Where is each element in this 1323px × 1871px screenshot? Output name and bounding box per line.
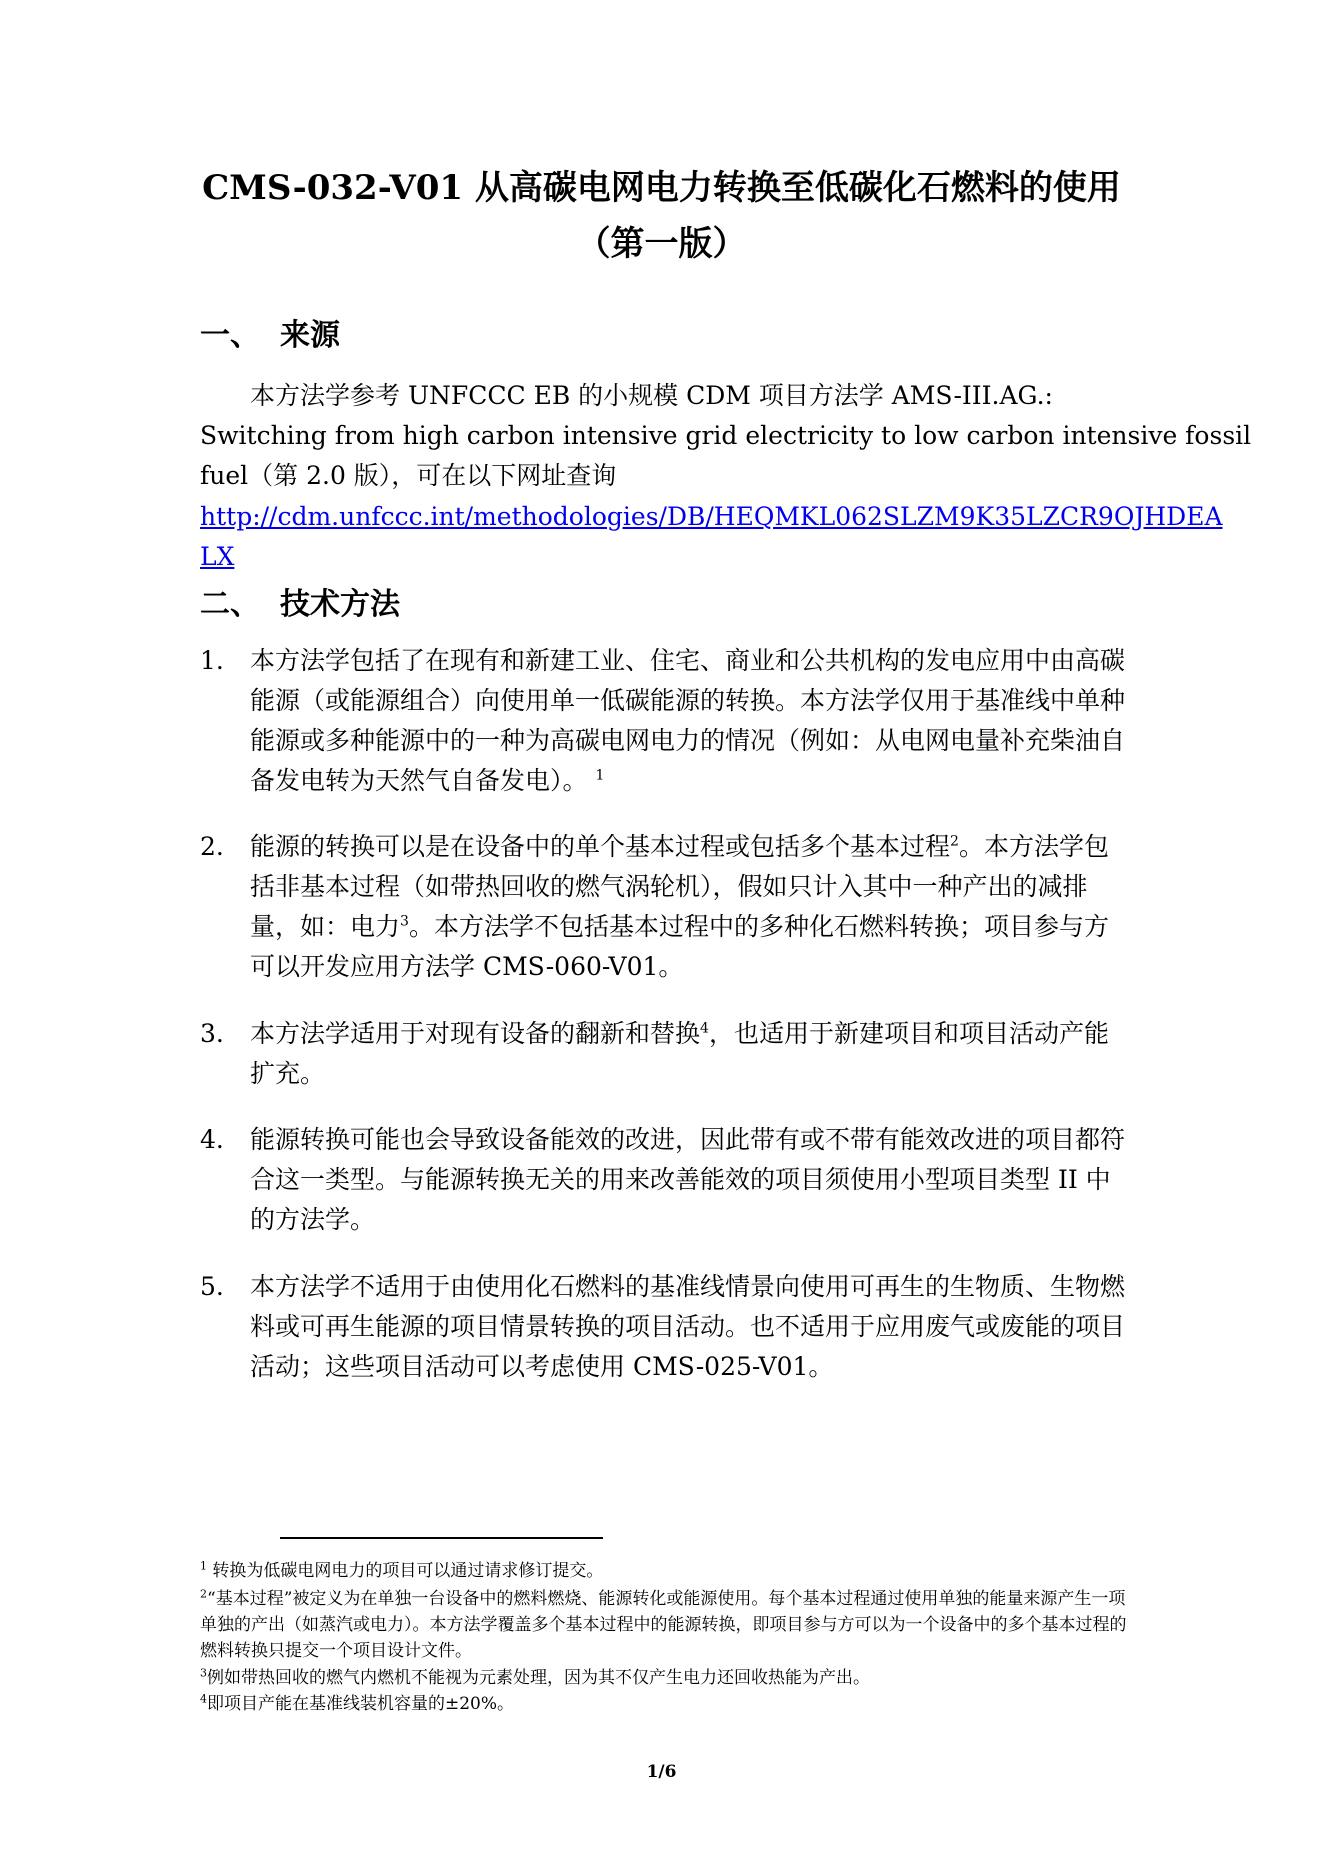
footnote-3 — [200, 1665, 1130, 1691]
list-item-2 — [200, 827, 1130, 987]
title-line-1: CMS-032-V01 从高碳电网电力转换至低碳化石燃料的使用 — [202, 168, 1121, 208]
footnote-number: 1 — [200, 1559, 207, 1573]
footnote-text: 即项目产能在基准线装机容量的±20%。 — [207, 1694, 515, 1714]
list-item-1 — [200, 641, 1130, 801]
section-1-title: 来源 — [280, 318, 340, 353]
footnote-2 — [200, 1586, 1130, 1664]
section-1-heading — [200, 316, 340, 356]
source-link-line-1[interactable]: http://cdm.unfccc.int/methodologies/DB/HEQMKL062SLZM9K35LZCR9OJHDEA — [200, 502, 1223, 531]
list-item-number: 5. — [200, 1272, 224, 1301]
source-link-line-2[interactable]: LX — [200, 542, 235, 571]
list-item-4 — [200, 1120, 1130, 1240]
footnote-ref-4[interactable]: 4 — [700, 1020, 709, 1037]
footnote-ref-1[interactable]: 1 — [595, 767, 605, 784]
list-item-text: 本方法学不适用于由使用化石燃料的基准线情景向使用可再生的生物质、生物燃料或可再生能源的项目情景转换的项目活动。也不适用于应用废气或废能的项目活动；这些项目活动可以考虑使用 CMS-025-V01。 — [250, 1272, 1126, 1381]
footnote-ref-3[interactable]: 3 — [400, 913, 409, 930]
footnote-text: 例如带热回收的燃气内燃机不能视为元素处理，因为其不仅产生电力还回收热能为产出。 — [207, 1668, 870, 1688]
source-link[interactable] — [200, 497, 1223, 577]
section-2-title: 技术方法 — [280, 587, 400, 622]
footnote-separator — [280, 1537, 603, 1539]
list-item-5 — [200, 1267, 1130, 1387]
list-item-text-b: 。本方法学包括非基本过程（如带热回收的燃气涡轮机），假如只计入其中一种产出的减排量，如：电力 — [250, 832, 1109, 941]
footnote-number: 4 — [200, 1692, 207, 1706]
list-item-text-a: 本方法学适用于对现有设备的翻新和替换 — [250, 1019, 701, 1048]
page-number: 1/6 — [646, 1762, 677, 1782]
list-item-text: 本方法学包括了在现有和新建工业、住宅、商业和公共机构的发电应用中由高碳能源（或能源组合）向使用单一低碳能源的转换。本方法学仅用于基准线中单种能源或多种能源中的一种为高碳电网电力的情况（例如：从电网电量补充柴油自备发电转为天然气自备发电）。 — [250, 646, 1126, 795]
title-line-2: （第一版） — [576, 224, 747, 264]
list-item-text-c: 。本方法学不包括基本过程中的多种化石燃料转换；项目参与方可以开发应用方法学 CMS-060-V01。 — [250, 912, 1109, 981]
list-item-text-a: 能源的转换可以是在设备中的单个基本过程或包括多个基本过程 — [250, 832, 951, 861]
section-2-number: 二、 — [200, 587, 260, 622]
list-item-number: 2. — [200, 832, 224, 861]
list-item-number: 4. — [200, 1125, 224, 1154]
footnote-4 — [200, 1691, 1130, 1717]
list-item-text: 能源转换可能也会导致设备能效的改进，因此带有或不带有能效改进的项目都符合这一类型。与能源转换无关的用来改善能效的项目须使用小型项目类型 II 中的方法学。 — [250, 1125, 1126, 1234]
section-2-heading — [200, 585, 400, 625]
section-1-para-line-3: fuel（第 2.0 版），可在以下网址查询 — [200, 461, 617, 490]
section-1-para-line-2: Switching from high carbon intensive grid electricity to low carbon intensive fossil — [200, 421, 1252, 450]
footnote-1 — [200, 1558, 1130, 1584]
footnote-text: 转换为低碳电网电力的项目可以通过请求修订提交。 — [212, 1561, 604, 1581]
list-item-number: 1. — [200, 646, 224, 675]
document-title — [0, 160, 1323, 272]
list-item-number: 3. — [200, 1019, 224, 1048]
list-item-3 — [200, 1014, 1130, 1094]
footnote-ref-2[interactable]: 2 — [950, 833, 959, 850]
section-1-para-line-1: 本方法学参考 UNFCCC EB 的小规模 CDM 项目方法学 AMS-III.AG.: — [250, 381, 1053, 410]
list-item-text-b: ，也适用于新建项目和项目活动产能扩充。 — [250, 1019, 1109, 1088]
section-1-number: 一、 — [200, 318, 260, 353]
footnote-text: “基本过程”被定义为在单独一台设备中的燃料燃烧、能源转化或能源使用。每个基本过程通过使用单独的能量来源产生一项单独的产出（如蒸汽或电力）。本方法学覆盖多个基本过程中的能源转换，即项目参与方可以为一个设备中的多个基本过程的燃料转换只提交一个项目设计文件。 — [200, 1589, 1127, 1661]
footnote-number: 2 — [200, 1587, 207, 1601]
footnote-number: 3 — [200, 1666, 207, 1680]
